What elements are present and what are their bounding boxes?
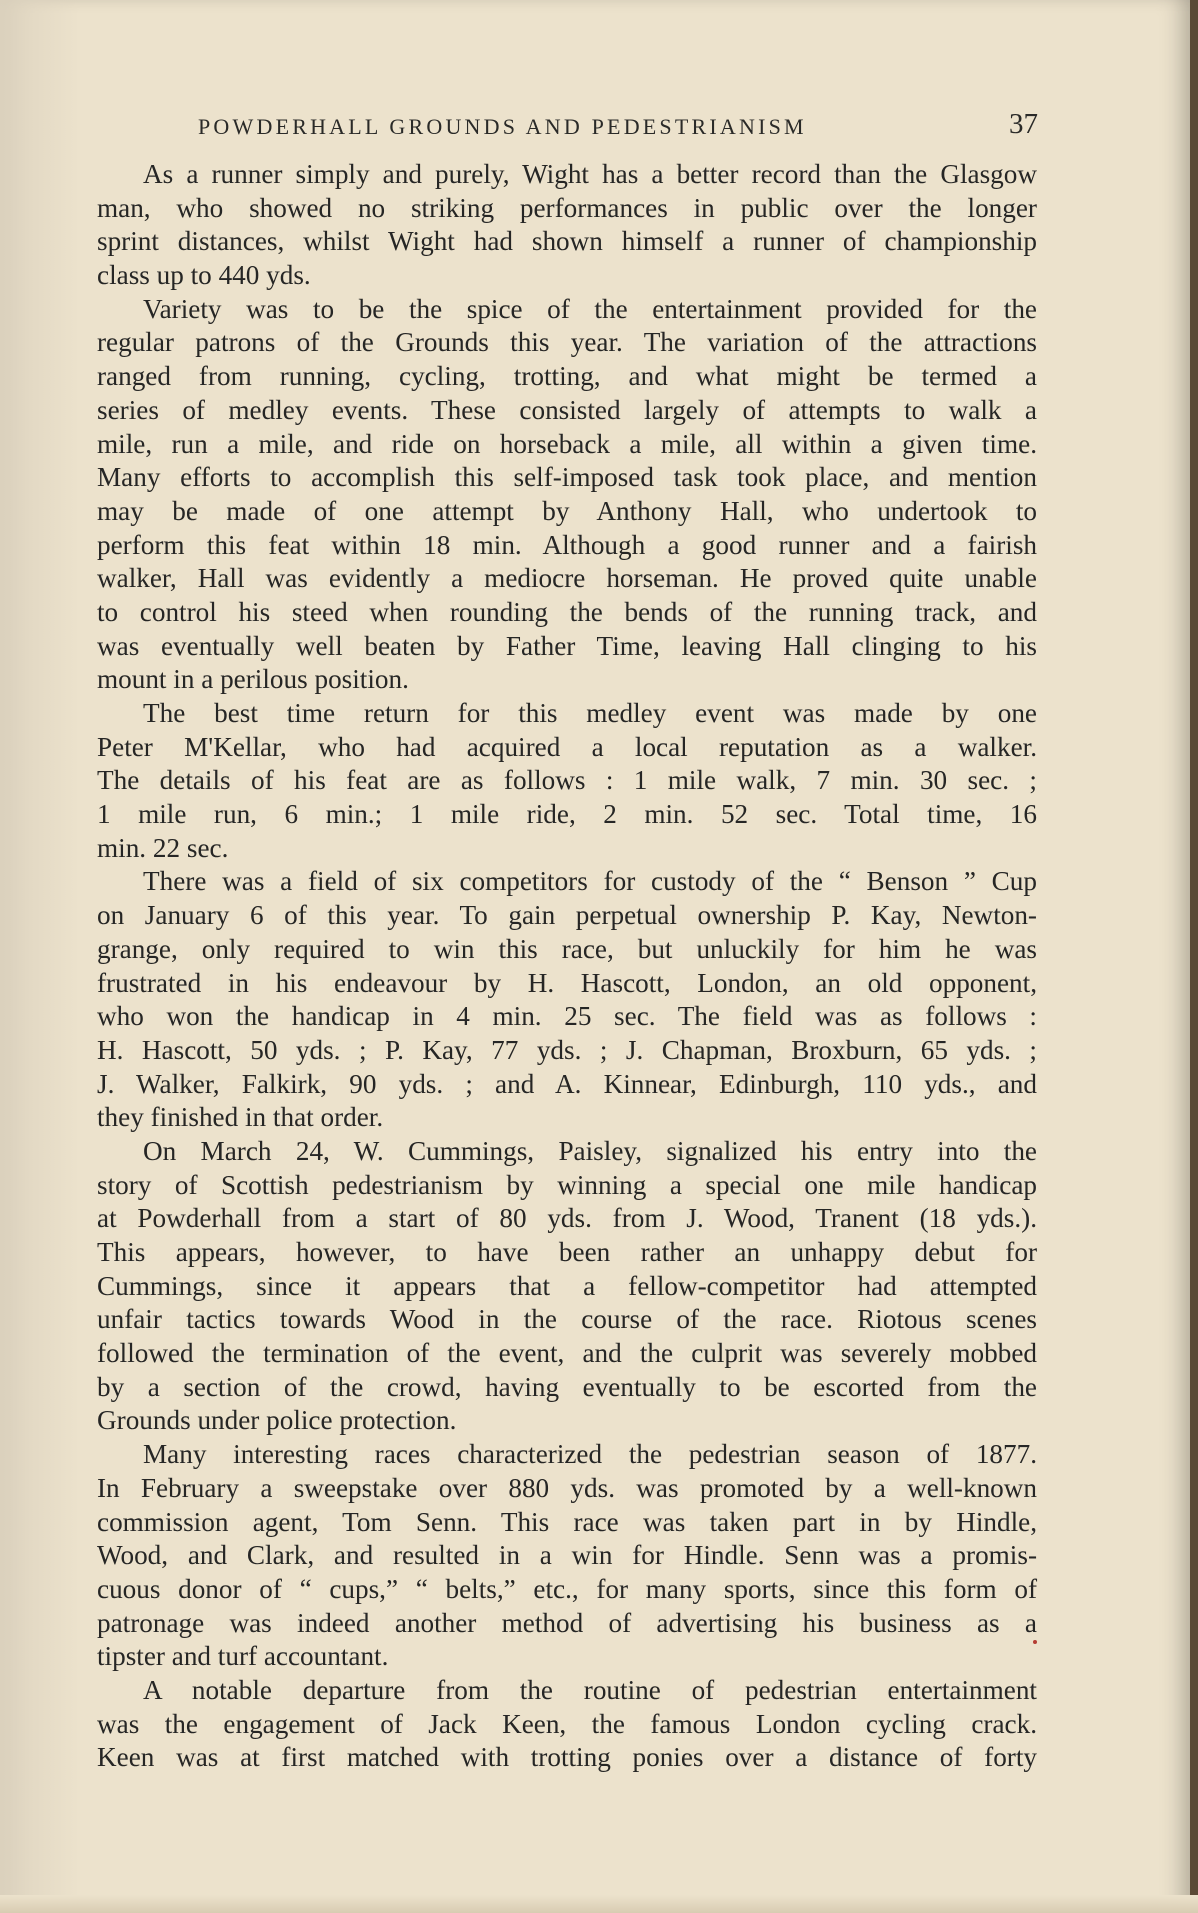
text-line: walker, Hall was evidently a mediocre horseman. He proved quite unable: [97, 563, 1037, 594]
text-line: sprint distances, whilst Wight had shown himself a runner of championship: [97, 226, 1037, 257]
text-line: Cummings, since it appears that a fellow-competitor had attempted: [97, 1270, 1037, 1301]
text-line: who won the handicap in 4 min. 25 sec. The field was as follows :: [97, 1001, 1037, 1032]
text-line: In February a sweepstake over 880 yds. was promoted by a well-known: [97, 1472, 1037, 1503]
text-line: H. Hascott, 50 yds. ; P. Kay, 77 yds. ; J. Chapman, Broxburn, 65 yds. ;: [97, 1034, 1037, 1065]
text-line: was the engagement of Jack Keen, the famous London cycling crack.: [97, 1708, 1037, 1739]
text-line: As a runner simply and purely, Wight has a better record than the Glasgow: [143, 159, 1037, 189]
paragraph: [97, 1135, 1037, 1438]
text-line: Keen was at first matched with trotting ponies over a distance of forty: [97, 1742, 1037, 1773]
text-line: ranged from running, cycling, trotting, and what might be termed a: [97, 361, 1037, 392]
text-line: Variety was to be the spice of the entertainment provided for the: [143, 293, 1037, 324]
text-line: may be made of one attempt by Anthony Hall, who undertook to: [97, 495, 1037, 526]
page-number: 37: [1009, 108, 1038, 140]
text-line: was eventually well beaten by Father Time, leaving Hall clinging to his: [97, 630, 1037, 661]
paragraph: [97, 1674, 1037, 1775]
text-line: patronage was indeed another method of advertising his business as a: [97, 1607, 1037, 1638]
text-line: they finished in that order.: [97, 1102, 384, 1133]
text-line: at Powderhall from a start of 80 yds. from J. Wood, Tranent (18 yds.).: [97, 1203, 1037, 1234]
text-line: Wood, and Clark, and resulted in a win for Hindle. Senn was a promis-: [97, 1540, 1037, 1571]
text-line: Many efforts to accomplish this self-imposed task took place, and mention: [97, 462, 1037, 493]
text-line: grange, only required to win this race, but unluckily for him he was: [97, 933, 1037, 964]
text-line: series of medley events. These consisted largely of attempts to walk a: [97, 394, 1037, 425]
text-line: to control his steed when rounding the bends of the running track, and: [97, 596, 1037, 627]
body-text: [97, 158, 1037, 1775]
text-line: cuous donor of “ cups,” “ belts,” etc., for many sports, since this form of: [97, 1573, 1037, 1604]
page-bottom-edge: [0, 1895, 1198, 1913]
text-line: A notable departure from the routine of pedestrian entertainment: [143, 1674, 1037, 1705]
text-line: mile, run a mile, and ride on horseback a mile, all within a given time.: [97, 428, 1037, 459]
text-line: mount in a perilous position.: [97, 664, 409, 695]
text-line: The best time return for this medley event was made by one: [143, 698, 1037, 728]
text-line: perform this feat within 18 min. Although a good runner and a fairish: [97, 529, 1037, 560]
text-line: on January 6 of this year. To gain perpetual ownership P. Kay, Newton-: [97, 900, 1037, 931]
text-line: Grounds under police protection.: [97, 1405, 457, 1436]
text-line: regular patrons of the Grounds this year. The variation of the attractions: [97, 327, 1037, 358]
paragraph: [97, 697, 1037, 865]
paragraph: [97, 865, 1037, 1135]
text-line: On March 24, W. Cummings, Paisley, signalized his entry into the: [143, 1135, 1037, 1166]
text-line: story of Scottish pedestrianism by winning a special one mile handicap: [97, 1169, 1037, 1200]
text-line: 1 mile run, 6 min.; 1 mile ride, 2 min. 52 sec. Total time, 16: [97, 799, 1037, 830]
text-line: tipster and turf accountant.: [97, 1641, 389, 1672]
page-header: [0, 108, 1190, 148]
text-line: J. Walker, Falkirk, 90 yds. ; and A. Kinnear, Edinburgh, 110 yds., and: [97, 1068, 1037, 1099]
text-line: by a section of the crowd, having eventually to be escorted from the: [97, 1371, 1037, 1402]
text-line: There was a field of six competitors for custody of the “ Benson ” Cup: [143, 866, 1037, 897]
text-line: frustrated in his endeavour by H. Hascott, London, an old opponent,: [97, 967, 1037, 998]
text-line: This appears, however, to have been rather an unhappy debut for: [97, 1237, 1037, 1267]
text-line: man, who showed no striking performances in public over the longer: [97, 192, 1037, 223]
page-gutter-shadow: [0, 0, 80, 1913]
text-line: min. 22 sec.: [97, 832, 229, 863]
running-head: POWDERHALL GROUNDS AND PEDESTRIANISM: [198, 114, 807, 139]
paragraph: [97, 1438, 1037, 1674]
text-line: Many interesting races characterized the pedestrian season of 1877.: [143, 1439, 1037, 1470]
text-line: The details of his feat are as follows : 1 mile walk, 7 min. 30 sec. ;: [97, 765, 1037, 796]
text-line: followed the termination of the event, and the culprit was severely mobbed: [97, 1338, 1037, 1369]
paragraph: [97, 158, 1037, 293]
text-line: unfair tactics towards Wood in the course of the race. Riotous scenes: [97, 1304, 1037, 1335]
text-line: commission agent, Tom Senn. This race was taken part in by Hindle,: [97, 1506, 1037, 1537]
text-line: class up to 440 yds.: [97, 260, 311, 291]
ink-speck: [1033, 1640, 1037, 1644]
text-line: Peter M'Kellar, who had acquired a local reputation as a walker.: [97, 731, 1037, 762]
paragraph: [97, 293, 1037, 697]
